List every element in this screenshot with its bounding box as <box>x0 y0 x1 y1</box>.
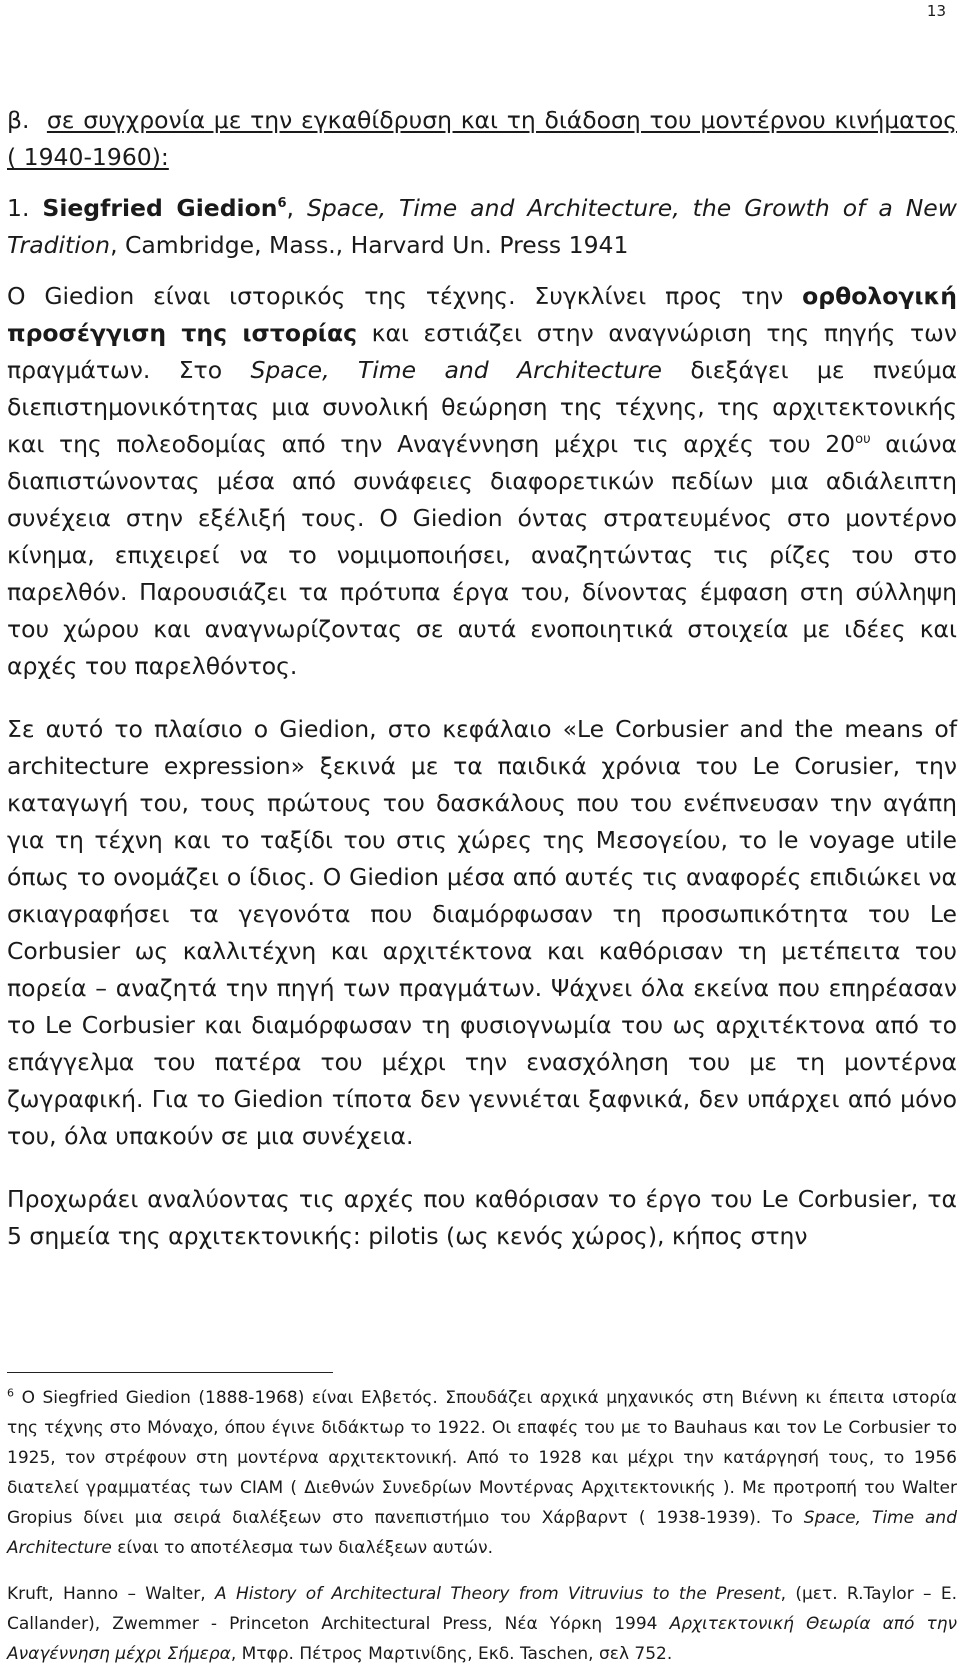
main-text <box>7 102 957 1255</box>
footnote-ref-6[interactable]: 6 <box>277 196 287 212</box>
biblio-italic-2: Αρχιτεκτονική Θεωρία από την Αναγέννηση μέχρι Σήμερα <box>7 1614 957 1664</box>
biblio-text-1: Kruft, Hanno – Walter, <box>7 1584 216 1604</box>
para1-text-2: και εστιάζει στην αναγνώριση της πηγής των πραγμάτων. Στο <box>7 319 957 384</box>
reference-author: Siegfried Giedion <box>42 194 278 222</box>
footnote-mark: 6 <box>7 1386 14 1400</box>
paragraph-context: Σε αυτό το πλαίσιο ο Giedion, στο κεφάλαιο «Le Corbusier and the means of architecture expression» ξεκινά με τα παιδικά χρόνια του Le Corusier, την καταγωγή του, τους πρώτους του δασκάλους που του ενέπνευσαν την αγάπη για τη τέχνη και το ταξίδι του στις χώρες της Μεσογείου, το le voyage utile όπως το ονομάζει ο ίδιος. Ο Giedion μέσα από αυτές τις αναφορές επιδιώκει να σκιαγραφήσει τα γεγονότα που διαμόρφωσαν τη προσωπικότητα του Le Corbusier ως καλλιτέχνη και αρχιτέκτονα και καθόρισαν τη μετέπειτα του πορεία – αναζητά την πηγή των πραγμάτων. Ψάχνει όλα εκείνα που επηρέασαν το Le Corbusier και διαμόρφωσαν τη φυσιογνωμία του ως αρχιτέκτονα από το επάγγελμα του πατέρα του μέχρι την ενασχόληση του με τη μοντέρνα ζωγραφική. Για το Giedion τίποτα δεν γεννιέται ξαφνικά, δεν υπάρχει από μόνο του, όλα υπακούν σε μια συνέχεια. <box>7 715 957 1150</box>
section-label: β. <box>7 106 30 134</box>
para1-text-1: Ο Giedion είναι ιστορικός της τέχνης. Συγκλίνει προς την <box>7 282 803 310</box>
para1-text-3: διεξάγει με πνεύμα διεπιστημονικότητας μια συνολική θεώρηση της τέχνης, της αρχιτεκτονικής και της πολεοδομίας από την Αναγέννηση μέχρι τις αρχές του 20 <box>7 356 957 458</box>
page-number: 13 <box>926 2 946 20</box>
bibliography-entry <box>7 1579 957 1669</box>
reference-separator: , <box>286 194 307 222</box>
footnote-text-1: Ο Siegfried Giedion (1888-1968) είναι Ελβετός. Σπουδάζει αρχικά μηχανικός στη Βιέννη κι έπειτα ιστορία της τέχνης στο Μόναχο, όπου έγινε διδάκτωρ το 1922. Οι επαφές του με το Bauhaus και τον Le Corbusier το 1925, τον στρέφουν στη μοντέρνα αρχιτεκτονική. Από το 1928 και μέχρι την κατάργησή τους, το 1956 διατελεί γραμματέας των CIAM ( Διεθνών Συνεδρίων Μοντέρνας Αρχιτεκτονικής ). Με προτροπή του Walter Gropius δίνει μια σειρά διαλέξεων στο πανεπιστήμιο του Χάρβαρντ ( 1938-1939). Το <box>7 1388 957 1528</box>
biblio-text-2: , (μετ. R.Taylor – E. Callander), Zwemmer - Princeton Architectural Press, Νέα Υόρκη 1994 <box>7 1584 958 1634</box>
footnote-italic: Space, Time and Architecture <box>7 1508 957 1558</box>
para1-text-4: αιώνα διαπιστώνοντας μέσα από συνάφειες διαφορετικών πεδίων μια αδιάλειπτη συνέχεια στην εξέλιξή τους. Ο Giedion όντας στρατευμένος στο μοντέρνο κίνημα, επιχειρεί να το νομιμοποιήσει, αναζητώντας τις ρίζες του στο παρελθόν. Παρουσιάζει τα πρότυπα έργα του, δίνοντας έμφαση στη σύλληψη του χώρου και αναγνωρίζοντας σε αυτά ενοποιητικά στοιχεία με ιδέες και αρχές του παρελθόντος. <box>7 430 957 680</box>
para1-superscript: ου <box>855 432 871 448</box>
footnote-6 <box>7 1383 957 1563</box>
reference-title: Space, Time and Architecture, the Growth of a New Tradition <box>7 194 957 259</box>
paragraph-analysis: Προχωράει αναλύοντας τις αρχές που καθόρισαν το έργο του Le Corbusier, τα 5 σημεία της αρχιτεκτονικής: pilotis (ως κενός χώρος), κήπος στην <box>7 1185 957 1250</box>
footnotes <box>7 1383 957 1669</box>
section-title: σε συγχρονία με την εγκαθίδρυση και τη διάδοση του μοντέρνου κινήματος ( 1940-1960): <box>7 106 957 171</box>
para1-bold: ορθολογική προσέγγιση της ιστορίας <box>7 282 957 347</box>
reference-number: 1. <box>7 194 30 222</box>
para1-italic: Space, Time and Architecture <box>250 356 662 384</box>
biblio-text-3: , Μτφρ. Πέτρος Μαρτινίδης, Εκδ. Taschen, σελ 752. <box>230 1644 673 1664</box>
footnote-text-2: είναι το αποτέλεσμα των διαλέξεων αυτών. <box>111 1538 493 1558</box>
section-heading <box>7 102 957 176</box>
paragraph-intro <box>7 278 957 685</box>
reference-entry <box>7 190 957 264</box>
biblio-italic-1: A History of Architectural Theory from Vitruvius to the Present <box>215 1584 781 1604</box>
reference-publisher: , Cambridge, Mass., Harvard Un. Press 1941 <box>110 231 629 259</box>
footnote-divider <box>7 1372 333 1373</box>
